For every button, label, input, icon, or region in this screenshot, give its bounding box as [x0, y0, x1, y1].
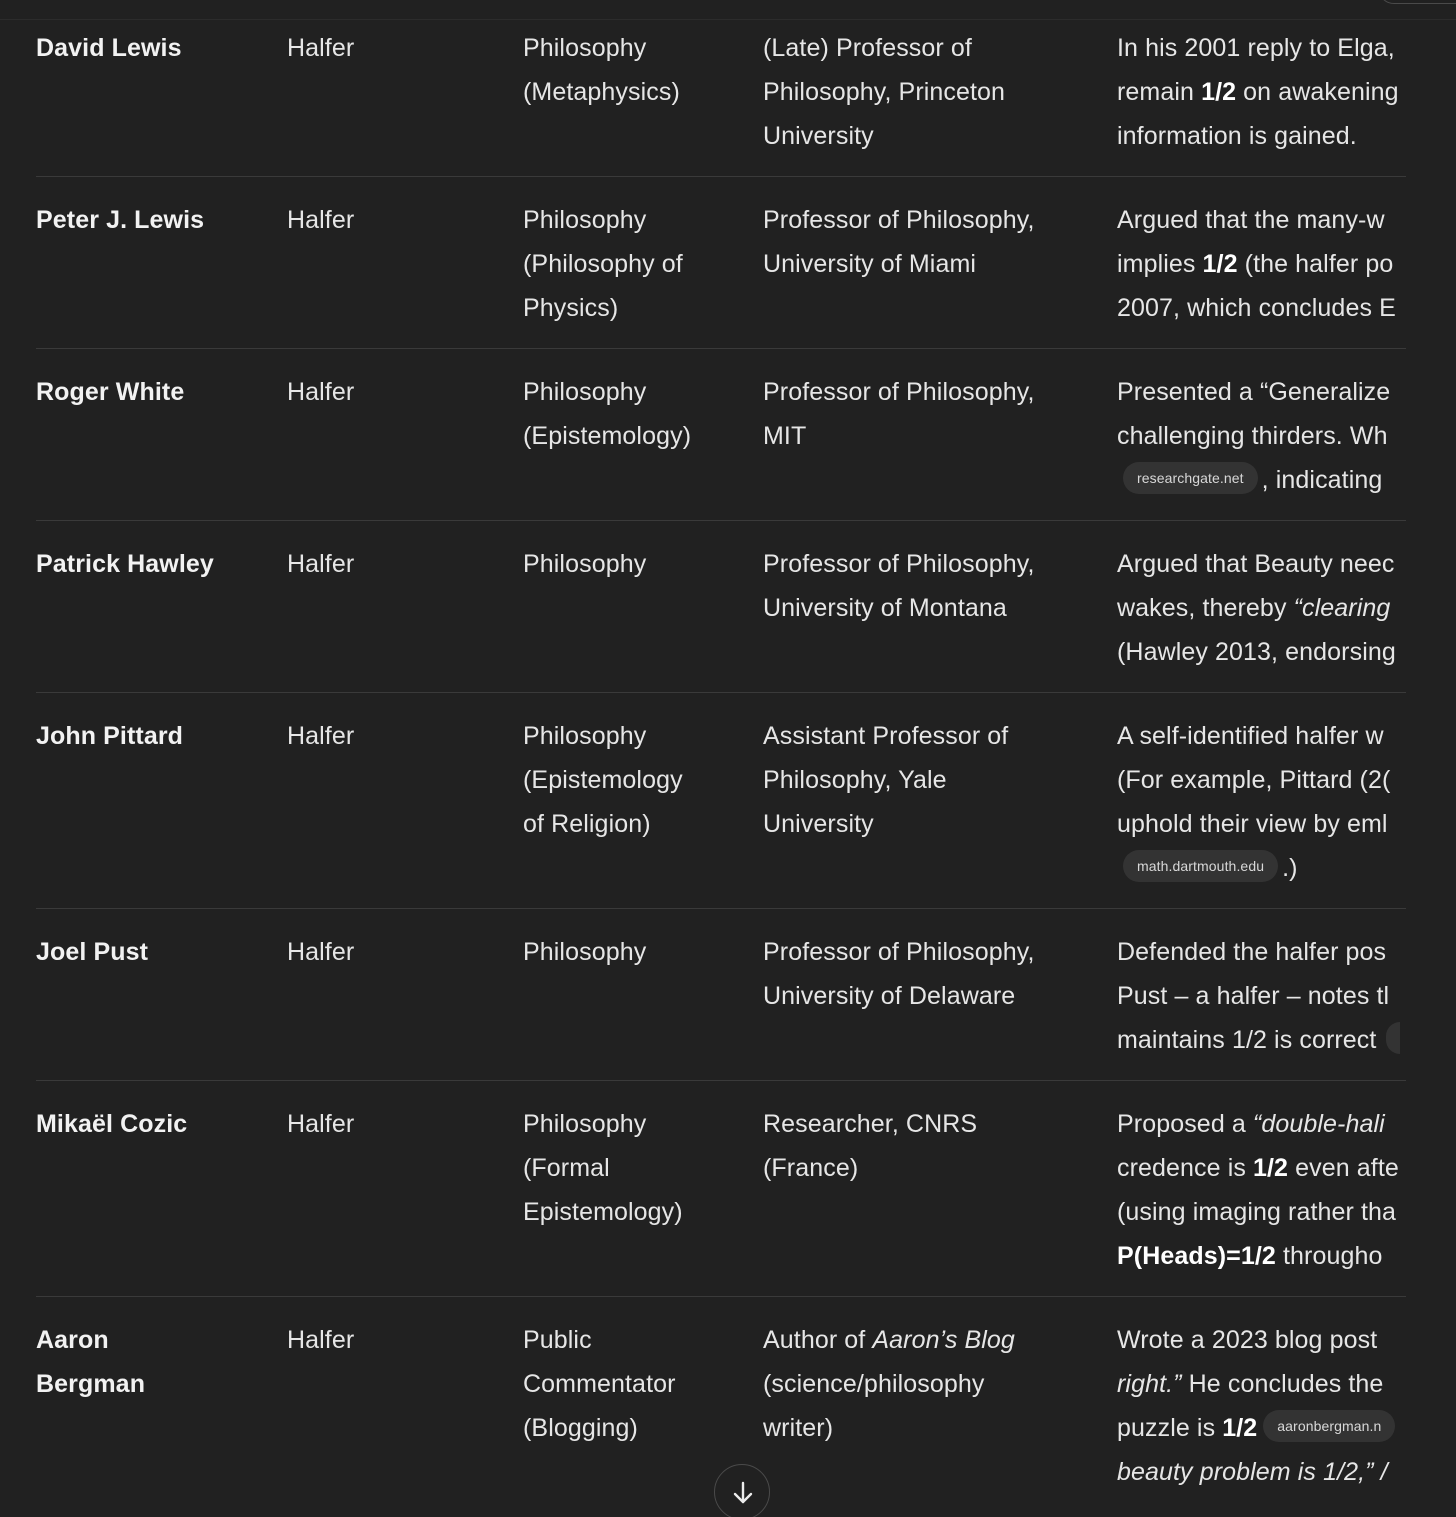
field: Philosophy (Philosophy of Physics) [523, 206, 683, 322]
position: (Late) Professor of Philosophy, Princeton University [763, 34, 1006, 150]
row-divider [36, 1296, 1406, 1297]
row-divider [36, 176, 1406, 177]
stance: Halfer [287, 938, 355, 966]
arrow-down-icon [730, 1480, 756, 1506]
stance: Halfer [287, 1110, 355, 1138]
field: Philosophy (Epistemology of Religion) [523, 722, 683, 838]
row-divider [36, 692, 1406, 693]
row-divider [36, 1080, 1406, 1081]
person-name: Mikaël Cozic [36, 1110, 188, 1138]
stance: Halfer [287, 1326, 355, 1354]
stance: Halfer [287, 34, 355, 62]
person-name: Aaron Bergman [36, 1326, 146, 1398]
notes: Wrote a 2023 blog post right.” He concludes the puzzle is 1/2 aaronbergman.n beauty problem is 1/2,” / [1117, 1318, 1399, 1494]
row-divider [36, 908, 1406, 909]
source-chip[interactable] [1386, 1022, 1400, 1054]
notes: Argued that Beauty neec wakes, thereby “clearing (Hawley 2013, endorsing [1117, 550, 1396, 666]
position: Professor of Philosophy, University of Delaware [763, 938, 1035, 1010]
stance: Halfer [287, 378, 355, 406]
field: Philosophy [523, 938, 647, 966]
field: Philosophy (Formal Epistemology) [523, 1110, 683, 1226]
position: Researcher, CNRS (France) [763, 1110, 978, 1182]
position: Professor of Philosophy, University of Miami [763, 206, 1035, 278]
source-chip[interactable]: researchgate.net [1123, 462, 1258, 494]
notes: A self-identified halfer w (For example, Pittard (2( uphold their view by eml math.dartmouth.edu .) [1117, 722, 1391, 882]
notes: Argued that the many-w implies 1/2 (the halfer po 2007, which concludes E [1117, 206, 1396, 322]
person-name: Joel Pust [36, 938, 149, 966]
position: Professor of Philosophy, University of Montana [763, 550, 1035, 622]
notes: In his 2001 reply to Elga, remain 1/2 on awakening information is gained. [1117, 34, 1399, 150]
person-name: Peter J. Lewis [36, 206, 205, 234]
position: Professor of Philosophy, MIT [763, 378, 1035, 450]
scroll-to-bottom-button[interactable] [714, 1464, 770, 1517]
person-name: David Lewis [36, 34, 182, 62]
notes: Defended the halfer pos Pust – a halfer – notes tl maintains 1/2 is correct [1117, 930, 1400, 1062]
source-chip[interactable]: math.dartmouth.edu [1123, 850, 1278, 882]
field: Public Commentator (Blogging) [523, 1326, 676, 1442]
person-name: Patrick Hawley [36, 550, 214, 578]
person-name: John Pittard [36, 722, 184, 750]
stance: Halfer [287, 550, 355, 578]
position: Author of Aaron’s Blog (science/philosophy writer) [763, 1326, 1015, 1442]
notes: Proposed a “double-hali credence is 1/2 even afte (using imaging rather tha P(Heads)=1/2 througho [1117, 1110, 1399, 1270]
source-chip[interactable]: aaronbergman.n [1263, 1410, 1395, 1442]
field: Philosophy [523, 550, 647, 578]
row-divider [36, 348, 1406, 349]
notes: Presented a “Generalize challenging thirders. Wh researchgate.net , indicating [1117, 378, 1391, 494]
field: Philosophy (Epistemology) [523, 378, 692, 450]
field: Philosophy (Metaphysics) [523, 34, 680, 106]
position: Assistant Professor of Philosophy, Yale University [763, 722, 1009, 838]
person-name: Roger White [36, 378, 185, 406]
stance: Halfer [287, 722, 355, 750]
stance: Halfer [287, 206, 355, 234]
row-divider [36, 520, 1406, 521]
